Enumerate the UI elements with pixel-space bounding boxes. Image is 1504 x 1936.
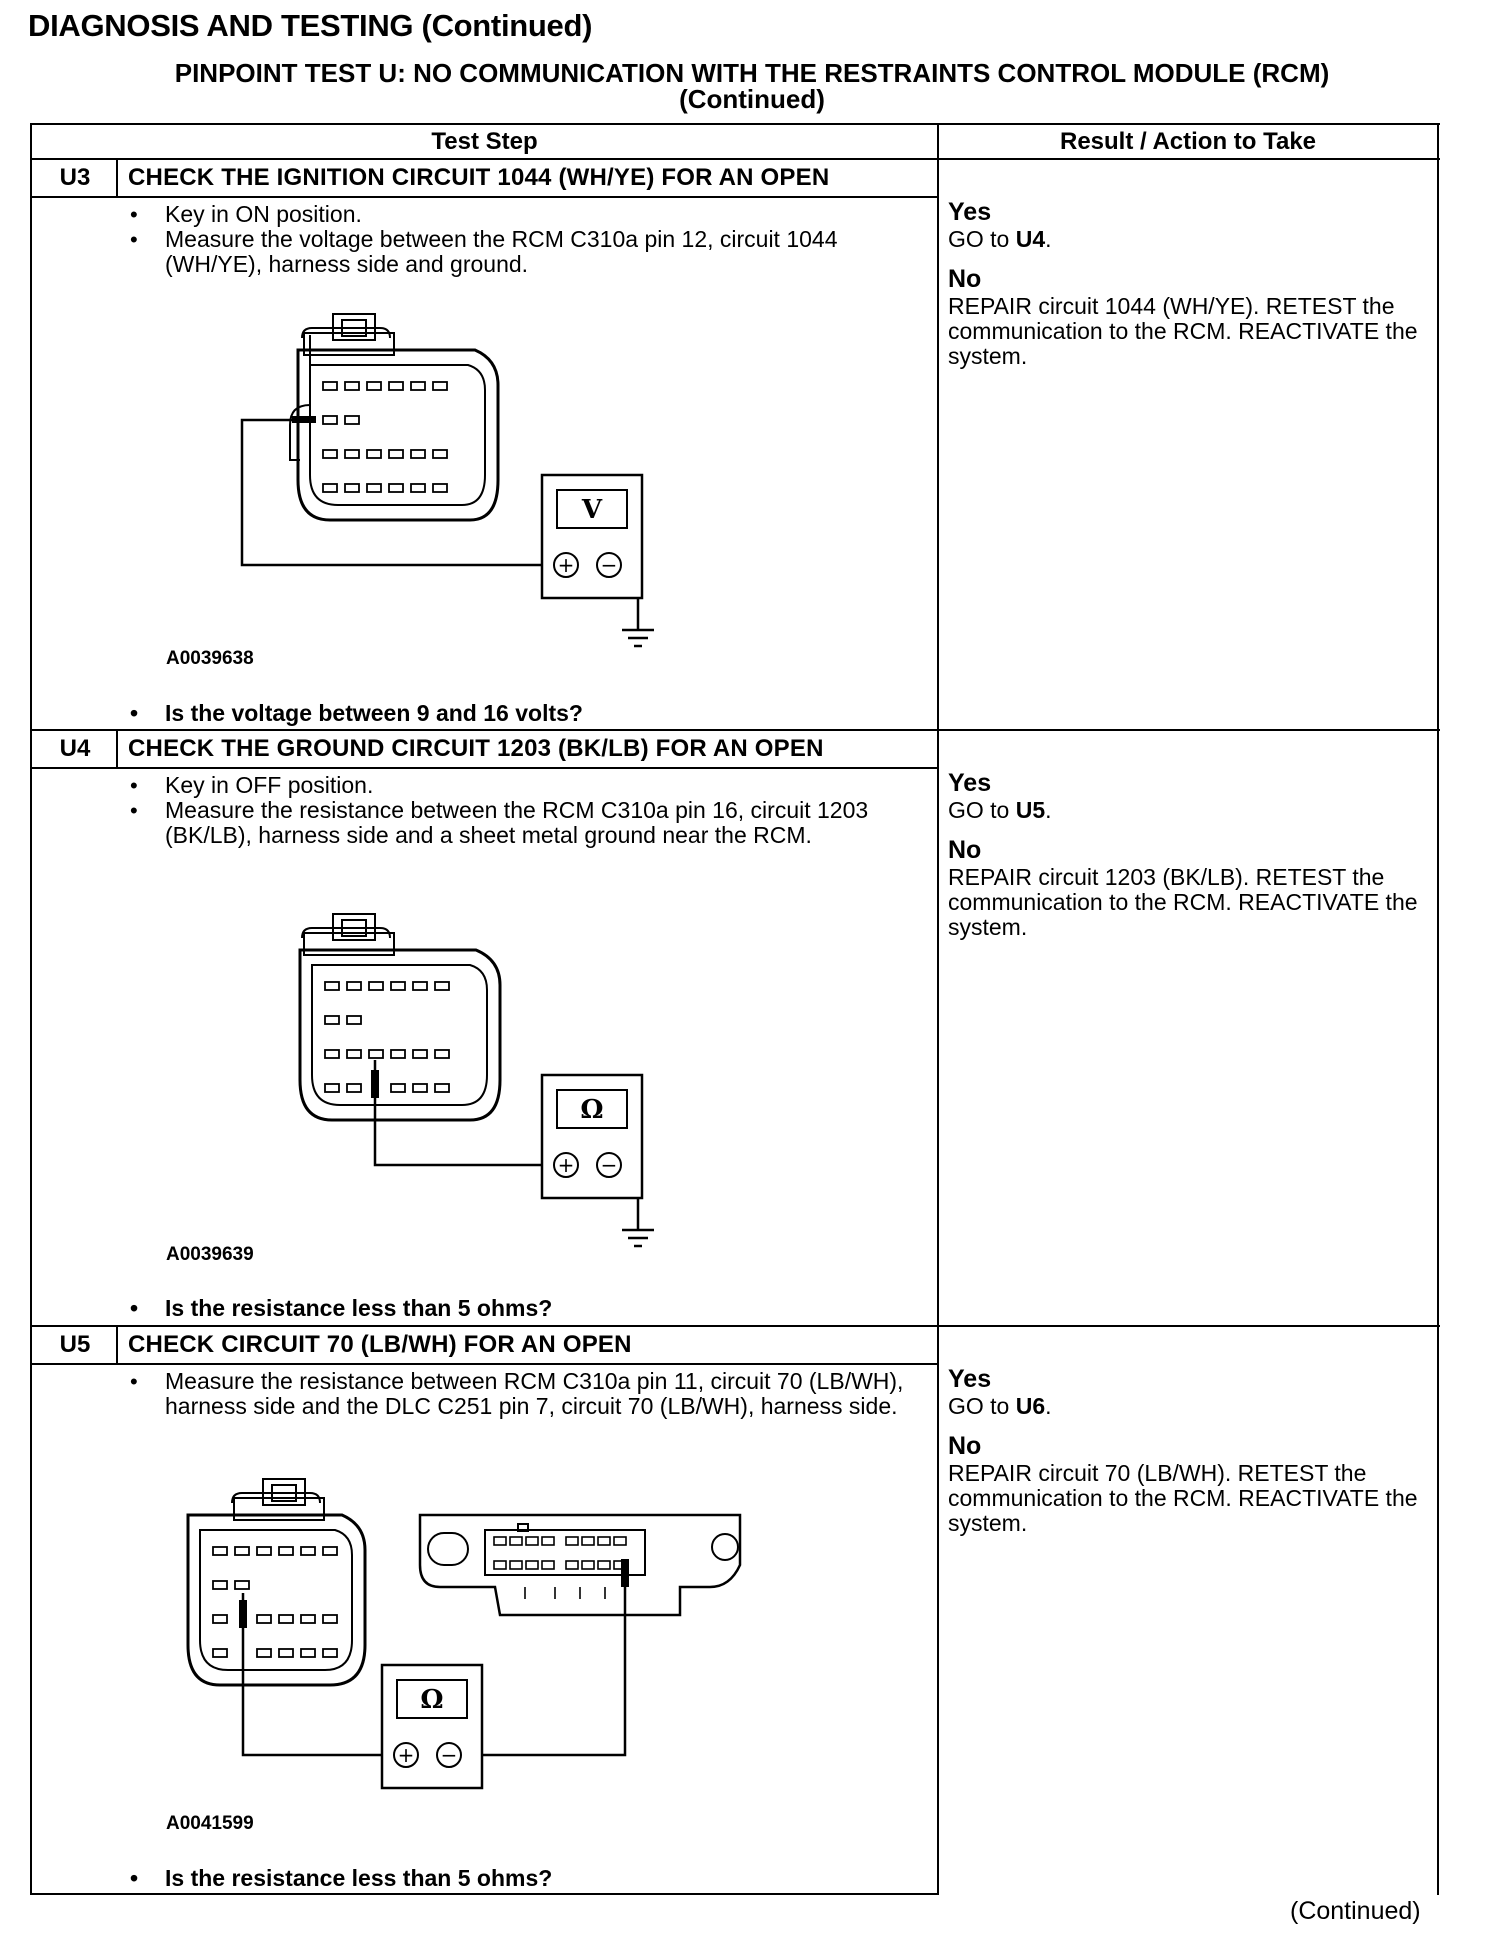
resistance-ground-test-diagram	[220, 910, 720, 1250]
step-result	[948, 197, 1428, 369]
svg-text:+: +	[397, 1743, 415, 1767]
yes-action: GO to U6.	[948, 1393, 1052, 1419]
step-result	[948, 768, 1428, 940]
yes-action: GO to U4.	[948, 226, 1052, 252]
u4-title-bottom	[30, 767, 939, 769]
step-id: U3	[59, 164, 91, 191]
no-label: No	[948, 1432, 982, 1460]
instruction-item: • Key in ON position.	[128, 202, 908, 227]
pinpoint-test-continued: (Continued)	[679, 84, 825, 114]
no-action: REPAIR circuit 1044 (WH/YE). RETEST the communication to the RCM. REACTIVATE the system.	[948, 293, 1418, 369]
instruction-item: • Measure the voltage between the RCM C310a pin 12, circuit 1044 (WH/YE), harness side and ground.	[128, 227, 908, 277]
column-header-test-step: Test Step	[431, 128, 538, 155]
svg-text:−: −	[440, 1743, 458, 1767]
svg-text:+: +	[557, 553, 575, 577]
instruction-item: • Measure the resistance between RCM C310a pin 11, circuit 70 (LB/WH), harness side and the DLC C251 pin 7, circuit 70 (LB/WH), harness side.	[128, 1369, 908, 1419]
svg-text:−: −	[600, 1153, 618, 1177]
voltage-test-diagram	[220, 310, 720, 660]
no-action: REPAIR circuit 70 (LB/WH). RETEST the communication to the RCM. REACTIVATE the system.	[948, 1460, 1418, 1536]
pinpoint-test-title: PINPOINT TEST U: NO COMMUNICATION WITH THE RESTRAINTS CONTROL MODULE (RCM)	[174, 58, 1330, 88]
u3-title-bottom	[30, 196, 939, 198]
column-divider	[937, 123, 939, 1895]
yes-label: Yes	[948, 1365, 992, 1393]
step-question: • Is the resistance less than 5 ohms?	[128, 1865, 552, 1892]
u4-row-bottom	[30, 1325, 1440, 1327]
svg-text:+: +	[557, 1153, 575, 1177]
table-border-bottom	[30, 1893, 939, 1895]
step-question: • Is the resistance less than 5 ohms?	[128, 1295, 552, 1322]
yes-action: GO to U5.	[948, 797, 1052, 823]
svg-text:−: −	[600, 553, 618, 577]
step-id: U5	[59, 1331, 91, 1358]
yes-label: Yes	[948, 769, 992, 797]
yes-label: Yes	[948, 198, 992, 226]
figure-id: A0039639	[166, 1244, 254, 1265]
step-result	[948, 1364, 1428, 1536]
step-instructions	[128, 773, 908, 848]
header-row-divider	[30, 158, 1440, 160]
resistance-dlc-test-diagram	[180, 1475, 760, 1795]
meter-symbol: V	[581, 495, 603, 525]
u5-title-bottom	[30, 1363, 939, 1365]
table-border-right	[1437, 123, 1439, 1895]
no-label: No	[948, 265, 982, 293]
figure-id: A0041599	[166, 1813, 254, 1834]
meter-symbol: Ω	[420, 1685, 444, 1715]
step-instructions	[128, 1369, 908, 1419]
column-header-result: Result / Action to Take	[1059, 128, 1317, 155]
step-title: CHECK THE GROUND CIRCUIT 1203 (BK/LB) FOR AN OPEN	[128, 735, 824, 762]
table-border-left	[30, 123, 32, 1895]
u3-row-bottom	[30, 729, 1440, 731]
figure-id: A0039638	[166, 648, 254, 669]
no-action: REPAIR circuit 1203 (BK/LB). RETEST the communication to the RCM. REACTIVATE the system.	[948, 864, 1418, 940]
instruction-item: • Key in OFF position.	[128, 773, 908, 798]
step-title: CHECK THE IGNITION CIRCUIT 1044 (WH/YE) FOR AN OPEN	[128, 164, 830, 191]
continued-footer: (Continued)	[1290, 1897, 1421, 1925]
step-title: CHECK CIRCUIT 70 (LB/WH) FOR AN OPEN	[128, 1331, 632, 1358]
instruction-item: • Measure the resistance between the RCM C310a pin 16, circuit 1203 (BK/LB), harness side and a sheet metal ground near the RCM.	[128, 798, 908, 848]
step-id: U4	[59, 735, 91, 762]
page-header: DIAGNOSIS AND TESTING (Continued)	[28, 8, 593, 43]
no-label: No	[948, 836, 982, 864]
meter-symbol: Ω	[580, 1095, 604, 1125]
table-border-top	[30, 123, 1440, 125]
step-instructions	[128, 202, 908, 277]
step-question: • Is the voltage between 9 and 16 volts?	[128, 700, 583, 727]
